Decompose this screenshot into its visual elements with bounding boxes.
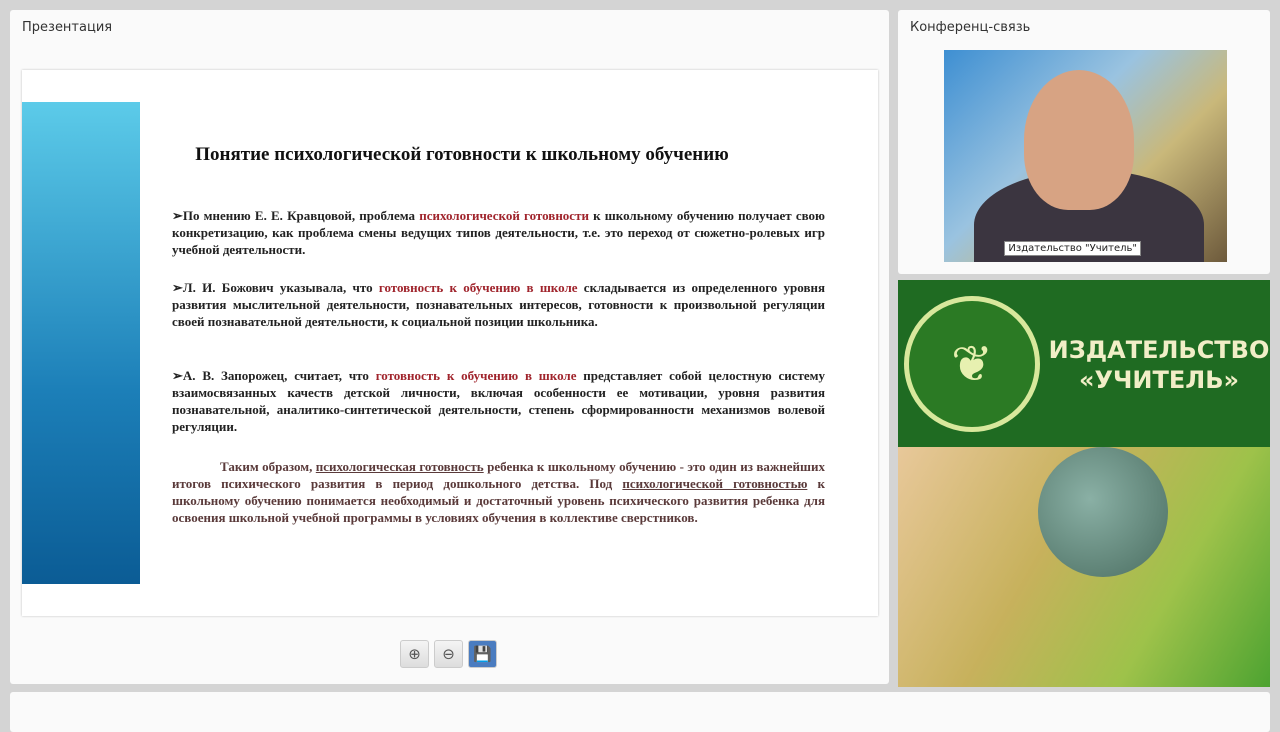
underlined-term: психологическая готовность — [315, 459, 484, 474]
text: к школьному обучению получает свою конкретизацию, как проблема смены ведущих типов деятельности, т.е. это переход от сюжетно-ролевых игр учебной деятельности. — [172, 208, 825, 257]
slide-paragraph-1 — [172, 207, 825, 258]
slide-heading: Понятие психологической готовности к школьному обучению — [195, 144, 729, 165]
publisher-logo-icon: ❦ — [904, 296, 1040, 432]
conference-panel — [898, 10, 1270, 274]
highlight: психологической готовности — [419, 208, 589, 223]
panel-title: Конференц-связь — [910, 20, 1031, 35]
save-icon: 💾 — [473, 645, 492, 663]
text: ➢А. В. Запорожец, считает, что — [172, 368, 376, 383]
zoom-out-icon: ⊖ — [442, 645, 455, 663]
slide-paragraph-3 — [172, 367, 825, 435]
slide-paragraph-2 — [172, 279, 825, 330]
save-button[interactable] — [468, 640, 497, 668]
slide-accent-bar — [22, 102, 140, 584]
brand-line: ИЗДАТЕЛЬСТВО — [1048, 336, 1270, 364]
slide-conclusion — [172, 458, 825, 526]
publisher-banner — [898, 280, 1270, 447]
text: ➢Л. И. Божович указывала, что — [172, 280, 379, 295]
text: складывается из определенного уровня развития мыслительной деятельности, познавательных интересов, готовности к произвольной регуляции своей познавательной деятельности, к социальной позиции школьника. — [172, 280, 826, 329]
publisher-name — [1048, 335, 1270, 395]
text: к школьному обучению понимается необходимый и достаточный уровень психического развития ребенка для освоения школьной учебной программы в условиях обучения в коллективе сверстников. — [172, 476, 825, 525]
presentation-toolbar — [400, 640, 497, 668]
bottom-panel — [10, 692, 1270, 732]
text: Таким образом, — [220, 459, 316, 474]
slide — [22, 70, 878, 616]
zoom-in-button[interactable] — [400, 640, 429, 668]
zoom-in-icon: ⊕ — [408, 645, 421, 663]
panel-title: Презентация — [22, 20, 113, 35]
text: представляет собой целостную систему взаимосвязанных качеств детской личности, включая особенности ее мотивации, уровня развития познавательной, аналитико-синтетической деятельности, степень сформированности механизмов волевой регуляции. — [172, 368, 825, 434]
video-person-head — [1024, 70, 1134, 210]
participant-label: Издательство "Учитель" — [1004, 241, 1141, 256]
zoom-out-button[interactable] — [434, 640, 463, 668]
presentation-panel — [10, 10, 889, 684]
brand-line: «УЧИТЕЛЬ» — [1079, 366, 1239, 394]
text: ➢По мнению Е. Е. Кравцовой, проблема — [172, 208, 420, 223]
text: ребенка к школьному обучению - это один из важнейших итогов психического развития в период дошкольного детства. Под — [172, 459, 826, 491]
globe-image — [1038, 447, 1168, 577]
highlight: готовность к обучению в школе — [375, 368, 577, 383]
underlined-term: психологической готовностью — [622, 476, 808, 491]
video-feed[interactable] — [944, 50, 1227, 262]
books-image — [898, 447, 1270, 687]
highlight: готовность к обучению в школе — [378, 280, 578, 295]
